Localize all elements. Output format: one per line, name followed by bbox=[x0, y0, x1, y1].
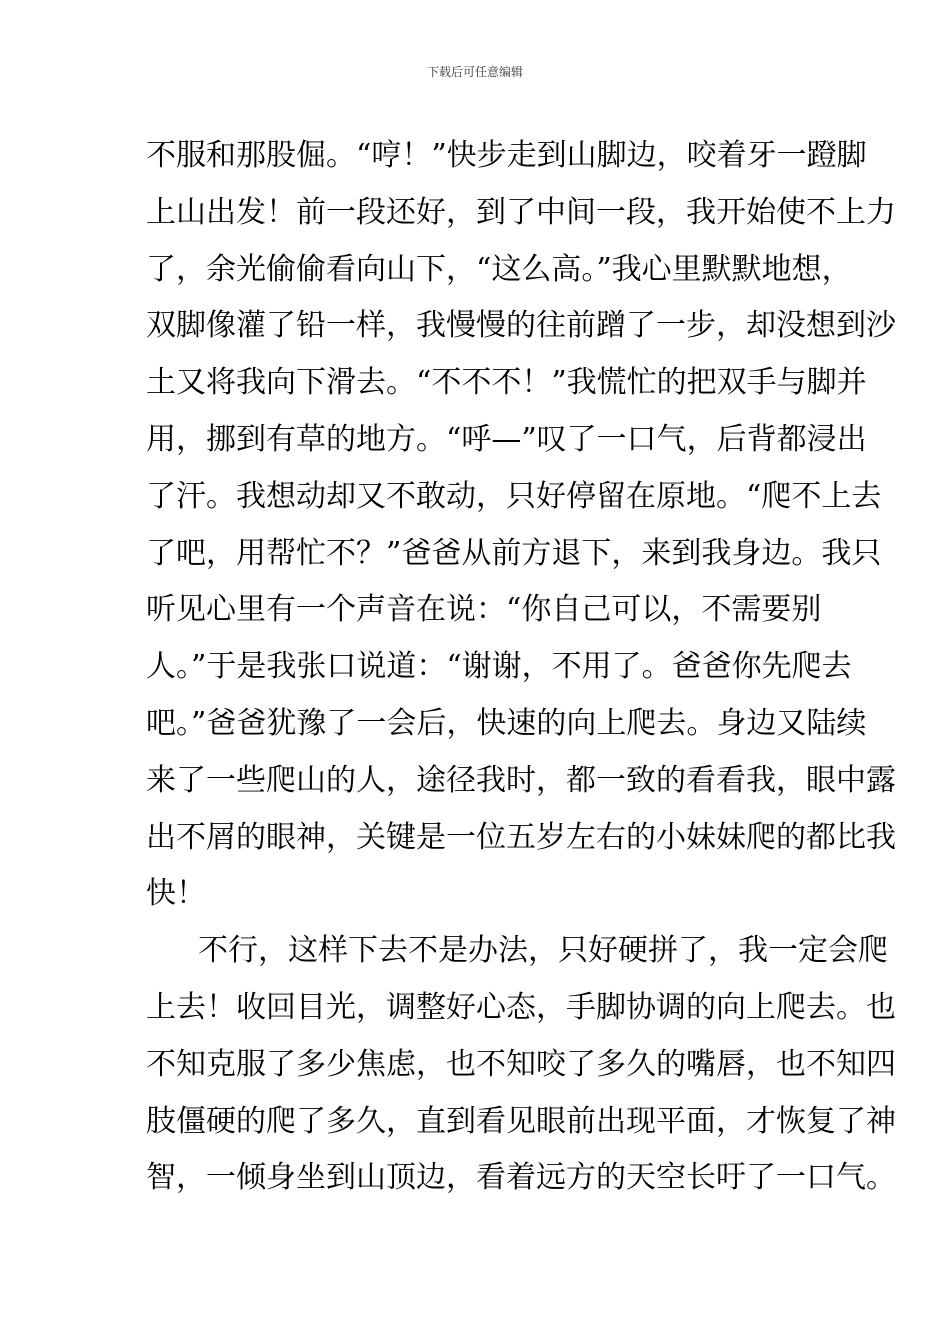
text-line: 听见心里有一个声音在说：“你自己可以，不需要别 bbox=[146, 592, 822, 628]
body-text bbox=[146, 128, 896, 1207]
text-line: 用，挪到有草的地方。“呼—”叹了一口气，后背都浸出 bbox=[146, 421, 867, 457]
text-line: 出不屑的眼神，关键是一位五岁左右的小妹妹爬的都比我 bbox=[146, 819, 896, 855]
text-line: 了，余光偷偷看向山下，“这么高。”我心里默默地想， bbox=[146, 251, 852, 287]
paragraph-1 bbox=[146, 128, 896, 923]
text-line: 土又将我向下滑去。“不不不！”我慌忙的把双手与脚并 bbox=[146, 365, 867, 401]
text-line: 人。”于是我张口说道：“谢谢，不用了。爸爸你先爬去 bbox=[146, 649, 852, 685]
text-line: 不服和那股倔。“哼！”快步走到山脚边，咬着牙一蹬脚 bbox=[146, 138, 867, 173]
text-line: 上山出发！前一段还好，到了中间一段，我开始使不上力 bbox=[146, 194, 896, 230]
text-line: 不知克服了多少焦虑，也不知咬了多久的嘴唇，也不知四 bbox=[146, 1046, 896, 1082]
text-line: 来了一些爬山的人，途径我时，都一致的看看我，眼中露 bbox=[146, 762, 896, 798]
text-line: 吧。”爸爸犹豫了一会后，快速的向上爬去。身边又陆续 bbox=[146, 705, 867, 741]
text-line: 上去！收回目光，调整好心态，手脚协调的向上爬去。也 bbox=[146, 989, 896, 1025]
text-line: 肢僵硬的爬了多久，直到看见眼前出现平面，才恢复了神 bbox=[146, 1103, 896, 1139]
text-line: 智，一倾身坐到山顶边，看着远方的天空长吁了一口气。 bbox=[146, 1160, 896, 1196]
text-line: 不行，这样下去不是办法，只好硬拼了，我一定会爬 bbox=[198, 933, 888, 969]
text-line: 了汗。我想动却又不敢动，只好停留在原地。“爬不上去 bbox=[146, 478, 882, 514]
text-line: 快！ bbox=[146, 876, 206, 912]
page-header: 下载后可任意编辑 bbox=[426, 65, 523, 79]
paragraph-2 bbox=[146, 923, 896, 1207]
text-line: 双脚像灌了铅一样，我慢慢的往前蹭了一步，却没想到沙 bbox=[146, 308, 896, 344]
text-line: 了吧，用帮忙不？”爸爸从前方退下，来到我身边。我只 bbox=[146, 535, 882, 571]
